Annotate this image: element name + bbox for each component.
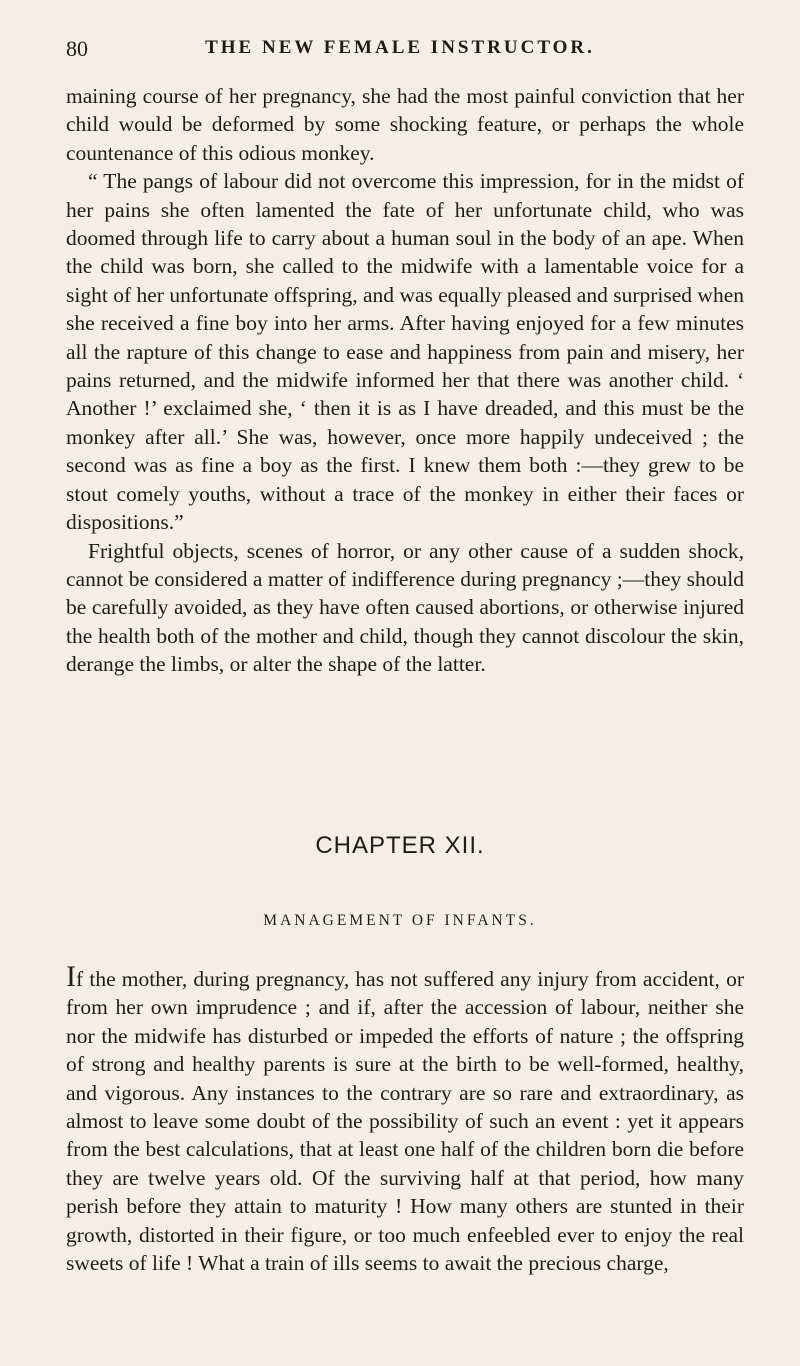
chapter-title: CHAPTER XII. — [315, 832, 485, 859]
paragraph — [66, 962, 744, 1277]
paragraph: maining course of her pregnancy, she had the most painful conviction that her child would be deformed by some shocking feature, or perhaps the whole countenance of this odious monkey. — [66, 84, 744, 165]
running-header — [66, 36, 734, 62]
running-title: THE NEW FEMALE INSTRUCTOR. — [205, 37, 595, 58]
chapter-text — [66, 962, 744, 1277]
paragraph: Frightful objects, scenes of horror, or any other cause of a sudden shock, cannot be considered a matter of indifference during pregnancy ;—they should be carefully avoided, as they have often caused abortions, or otherwise injured the health both of the mother and child, though they cannot discolour the skin, derange the limbs, or alter the shape of the latter. — [66, 538, 744, 677]
chapter-subtitle: MANAGEMENT OF INFANTS. — [263, 912, 537, 929]
paragraph: “ The pangs of labour did not overcome this impression, for in the midst of her pains she often lamented the fate of her unfortunate child, who was doomed through life to carry about a human soul in the body of an ape. When the child was born, she called to the midwife with a lamentable voice for a sight of her unfortunate offspring, and was equally pleased and surprised when she received a fine boy into her arms. After having enjoyed for a few minutes all the rapture of this change to ease and happiness from pain and misery, her pains returned, and the midwife informed her that there was another child. ‘ Another !’ exclaimed she, ‘ then it is as I have dreaded, and this must be the monkey after all.’ She was, however, once more happily undeceived ; the second was as fine a boy as the first. I knew them both :—they grew to be stout comely youths, without a trace of the monkey in either their faces or dispositions.” — [66, 169, 744, 535]
drop-letter: I — [66, 960, 76, 993]
opening-text — [66, 82, 744, 679]
paragraph-text: f the mother, during pregnancy, has not suffered any injury from accident, or from her own imprudence ; and if, after the accession of labour, neither she nor the midwife has disturbed or impeded the efforts of nature ; the offspring of strong and healthy parents is sure at the birth to be well-formed, healthy, and vigorous. Any instances to the contrary are so rare and extraordinary, as almost to leave some doubt of the possibility of such an event : yet it appears from the best calculations, that at least one half of the children born die before they are twelve years old. Of the surviving half at that period, how many perish before they attain to maturity ! How many others are stunted in their growth, distorted in their figure, or too much enfeebled ever to enjoy the real sweets of life ! What a train of ills seems to await the precious charge, — [66, 967, 744, 1276]
page-number: 80 — [66, 36, 88, 61]
